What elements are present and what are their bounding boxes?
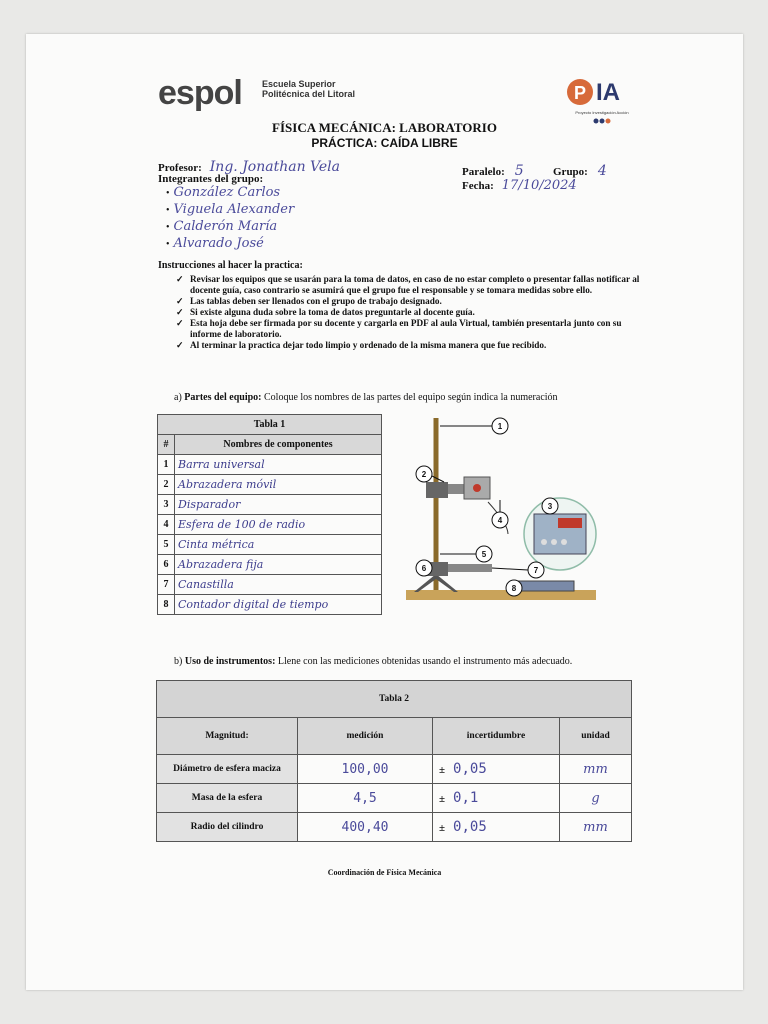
movable-clamp — [426, 482, 448, 498]
fecha-value: 17/10/2024 — [501, 178, 577, 193]
fecha-label: Fecha: — [462, 180, 494, 192]
professor-value: Ing. Jonathan Vela — [209, 159, 340, 175]
fecha-row — [462, 176, 577, 194]
pia-logo — [566, 68, 638, 126]
professor-label: Profesor: — [158, 162, 202, 174]
timer-display — [558, 518, 582, 528]
instruction-item: ✓ Al terminar la practica dejar todo limpio y ordenado de la misma manera que fue recibido. — [176, 340, 547, 350]
grupo-label: Grupo: — [553, 166, 588, 178]
grupo-value: 4 — [597, 163, 607, 179]
table2-header: medición — [298, 718, 433, 755]
callout-label: 2 — [421, 470, 427, 479]
member-item: • Alvarado José — [166, 236, 264, 251]
page-subtitle: PRÁCTICA: CAÍDA LIBRE — [311, 136, 458, 150]
callout-label: 5 — [481, 550, 487, 559]
members-label: Integrantes del grupo: — [158, 173, 264, 185]
checkmark-icon: ✓ — [176, 318, 184, 328]
table-row: Masa de la esfera 4,5 ± 0,1 g — [157, 784, 632, 813]
table-row: 5 Cinta métrica — [158, 535, 382, 555]
section-a-title: Partes del equipo: — [184, 392, 262, 403]
members-list — [166, 184, 294, 252]
pia-logo-letters: IA — [596, 79, 620, 106]
instructions-title: Instrucciones al hacer la practica: — [158, 260, 303, 271]
espol-logo: espol — [158, 74, 242, 112]
table-row: Diámetro de esfera maciza 100,00 ± 0,05 mm — [157, 755, 632, 784]
table1-title: Tabla 1 — [158, 415, 382, 435]
table2-title: Tabla 2 — [157, 681, 632, 718]
page-footer: Coordinación de Física Mecánica — [327, 868, 442, 877]
table2-header: unidad — [560, 718, 632, 755]
callout-label: 7 — [533, 566, 539, 575]
espol-logo-subtitle — [262, 79, 372, 99]
table-2 — [156, 680, 632, 842]
sphere — [473, 484, 481, 492]
paralelo-value: 5 — [514, 163, 524, 179]
table-row: 4 Esfera de 100 de radio — [158, 515, 382, 535]
pia-logo-caption: Proyecto Investigación Acción — [575, 110, 629, 115]
instructions-list — [176, 274, 646, 351]
table-row: 8 Contador digital de tiempo — [158, 595, 382, 615]
pia-logo-letter: P — [573, 83, 587, 103]
table1-col-name: Nombres de componentes — [175, 435, 382, 455]
section-b-title: Uso de instrumentos: — [184, 656, 276, 667]
table2-header: Magnitud: — [157, 718, 298, 755]
section-b-heading: b) Uso de instrumentos: Llene con las mediciones obtenidas usando el instrumento más adecuado. — [174, 656, 573, 667]
callout-label: 1 — [497, 422, 503, 431]
paper-sheet — [26, 34, 743, 990]
instruction-item: ✓ Esta hoja debe ser firmada por su docente y cargarla en PDF al aula Virtual, también presentarla junto con su informe de laboratorio. — [176, 318, 622, 339]
table-row: Radio del cilindro 400,40 ± 0,05 mm — [157, 813, 632, 842]
checkmark-icon: ✓ — [176, 274, 184, 284]
table-row: 6 Abrazadera fija — [158, 555, 382, 575]
logo-subtitle-line-2: Politécnica del Litoral — [262, 89, 356, 99]
callout-label: 4 — [497, 516, 503, 525]
member-item: • Calderón María — [166, 219, 278, 234]
table-row: 7 Canastilla — [158, 575, 382, 595]
table-row: 3 Disparador — [158, 495, 382, 515]
logo-subtitle-line-1: Escuela Superior — [262, 79, 336, 89]
checkmark-icon: ✓ — [176, 340, 184, 350]
instruction-item: ✓ Si existe alguna duda sobre la toma de datos preguntarle al docente guía. — [176, 307, 475, 317]
checkmark-icon: ✓ — [176, 307, 184, 317]
apparatus-diagram — [388, 414, 613, 609]
callout-label: 6 — [421, 564, 427, 573]
page-title: FÍSICA MECÁNICA: LABORATORIO — [272, 120, 497, 135]
basket — [448, 564, 492, 572]
section-a-text: Coloque los nombres de las partes del equipo según indica la numeración — [264, 392, 558, 403]
table-row: 2 Abrazadera móvil — [158, 475, 382, 495]
table1-col-num: # — [158, 435, 175, 455]
paralelo-label: Paralelo: — [462, 166, 505, 178]
member-item: • González Carlos — [166, 185, 281, 200]
callout-label: 8 — [511, 584, 517, 593]
member-item: • Viguela Alexander — [166, 202, 295, 217]
section-b-text: Llene con las mediciones obtenidas usando el instrumento más adecuado. — [277, 656, 573, 667]
section-a-heading: a) Partes del equipo: Coloque los nombres de las partes del equipo según indica la numeración — [174, 392, 558, 403]
callout-label: 3 — [547, 502, 553, 511]
checkmark-icon: ✓ — [176, 296, 184, 306]
instruction-item: ✓ Revisar los equipos que se usarán para la toma de datos, en caso de no estar completo o presentar fallas notificar al docente guía, caso contrario se asumirá que el grupo fue el responsable y se tomara medidas sobre ello. — [176, 274, 640, 295]
instruction-item: ✓ Las tablas deben ser llenados con el grupo de trabajo designado. — [176, 296, 442, 306]
table-row: 1 Barra universal — [158, 455, 382, 475]
table-1 — [157, 414, 382, 615]
table2-header: incertidumbre — [433, 718, 560, 755]
